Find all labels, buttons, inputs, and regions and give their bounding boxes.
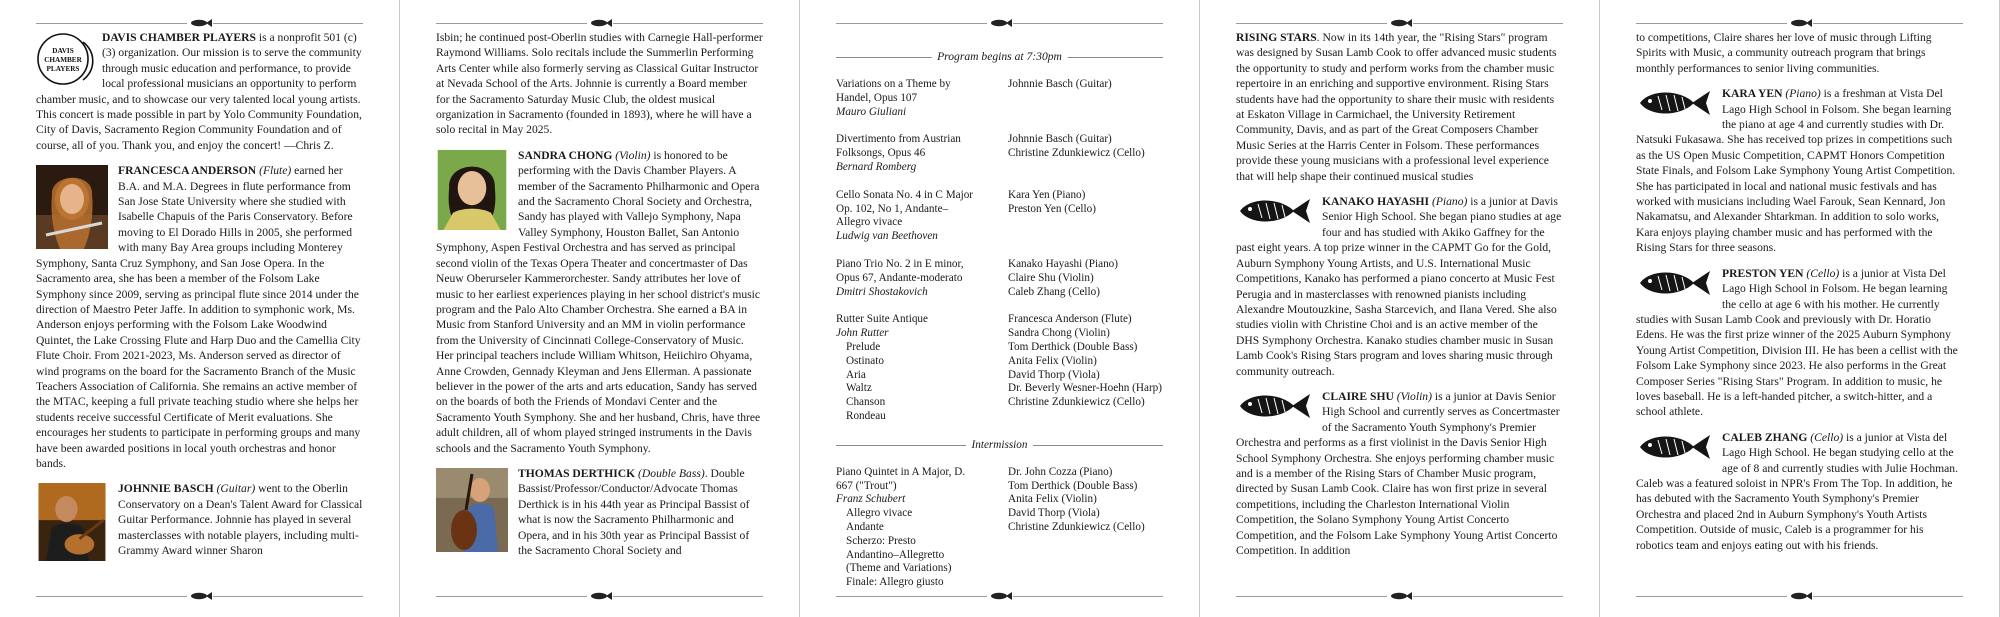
program-item [836, 466, 1163, 590]
bio-role: (Violin) [612, 148, 651, 162]
work-title-line: Opus 67, Andante-moderato [836, 271, 963, 284]
bio-kara-yen [1636, 86, 1963, 255]
fish-icon [1236, 194, 1312, 228]
program-work [836, 78, 1008, 119]
fish-ornament-icon [1387, 18, 1413, 28]
movement: Chanson [846, 396, 886, 409]
bio-name: CLAIRE SHU [1322, 389, 1394, 403]
composer-name: Mauro Giuliani [836, 105, 907, 118]
program-work [836, 133, 1008, 174]
performer: Anita Felix (Violin) [1008, 354, 1097, 367]
work-title-line: Op. 102, No 1, Andante– [836, 202, 949, 215]
bio-continuation: to competitions, Claire shares her love of music through Lifting Spirits with Music, a community outreach program that brings monthly performances to senior living communities. [1636, 31, 1932, 75]
work-title-line: Handel, Opus 107 [836, 91, 918, 104]
bio-preston-yen [1636, 266, 1963, 420]
page-3-program [800, 0, 1200, 617]
movement: (Theme and Variations) [846, 562, 952, 575]
davis-chamber-players-logo [36, 30, 94, 88]
program-heading [836, 50, 1163, 64]
intermission-divider [836, 438, 1163, 452]
bio-role: (Cello) [1803, 266, 1840, 280]
work-title-line: Allegro vivace [836, 216, 903, 229]
bio-sandra-chong [436, 148, 763, 456]
program-work [836, 313, 1008, 423]
fish-icon [1636, 86, 1712, 120]
fish-icon [1636, 266, 1712, 300]
bio-role: (Guitar) [213, 482, 256, 496]
movement: Aria [846, 368, 866, 381]
top-rule [836, 18, 1163, 28]
program-item [836, 313, 1163, 423]
movement: Ostinato [846, 354, 884, 367]
program-work [836, 189, 1008, 244]
page-4-content [1236, 30, 1563, 585]
work-title-line: 667 ("Trout") [836, 479, 897, 492]
performer: Claire Shu (Violin) [1008, 271, 1094, 284]
bio-claire-shu [1236, 389, 1563, 558]
program-first-half [836, 78, 1163, 424]
bio-role: (Violin) [1393, 389, 1432, 403]
bio-kanako-hayashi [1236, 194, 1563, 379]
bottom-rule [36, 591, 363, 601]
movement: Prelude [846, 340, 881, 353]
bio-role: (Cello) [1807, 430, 1844, 444]
work-title-line: Folksongs, Opus 46 [836, 147, 926, 160]
page-5 [1600, 0, 2000, 617]
bio-role: (Double Bass) [635, 466, 705, 480]
work-title-line: Piano Quintet in A Major, D. [836, 465, 966, 478]
composer-name: John Rutter [836, 327, 889, 340]
program-performers [1008, 189, 1163, 244]
performer: Francesca Anderson (Flute) [1008, 313, 1132, 326]
performer: Johnnie Basch (Guitar) [1008, 133, 1112, 146]
program-performers [1008, 313, 1163, 423]
movement: Finale: Allegro giusto [846, 576, 944, 589]
composer-name: Dmitri Shostakovich [836, 285, 928, 298]
work-title-line: Divertimento from Austrian [836, 133, 961, 146]
section-name: RISING STARS [1236, 31, 1317, 44]
johnnie-basch-photo [36, 483, 108, 561]
bio-francesca-anderson [36, 163, 363, 471]
bio-text: went to the Oberlin Conservatory on a Dean's Talent Award for Classical Guitar Performance. Johnnie has played in several masterclasses with notable players, including multi-Grammy Award winner Sharon [118, 482, 363, 557]
fish-icon [1636, 430, 1712, 464]
bio-text: is a junior at Davis Senior High School and currently serves as Concertmaster of the Sacramento Youth Symphony's Premier Orchestra and performs as a first violinist in the Davis Senior High School Symphony Orchestra. She enjoys performing chamber music and is a member of the Rising Stars of Chamber Music program, directed by Susan Lamb Cook. Claire has won first prize in several competitions, including the Charleston International Violin Competition, the Solano Symphony Young Artist Concerto Competition, and the Folsom Lake Symphony Young Artist Concerto Competition. In addition [1236, 389, 1560, 557]
bio-text: is a junior at Vista Del Lago High School in Folsom. He began learning the cello at age 6 with his mother. He currently studies with Susan Lamb Cook and previously with Dr. Horatio Edens. He was the first prize winner of the 2025 Auburn Symphony Young Artist Competition, Division III. He has been a cellist with the Folsom Lake Symphony since 2023. He also performs in the Great Composer Series "Rising Stars" Program. In addition to music, he loves baseball. He is a left-handed pitcher, a switch-hitter, and a school athlete. [1636, 266, 1958, 419]
bio-role: (Piano) [1429, 195, 1468, 209]
performer: Preston Yen (Cello) [1008, 202, 1096, 215]
performer: Kanako Hayashi (Piano) [1008, 257, 1118, 270]
bio-name: KANAKO HAYASHI [1322, 195, 1430, 209]
bio-thomas-derthick [436, 466, 763, 558]
top-rule [436, 18, 763, 28]
rising-stars-paragraph [1236, 30, 1563, 184]
movement: Andantino–Allegretto [846, 548, 945, 561]
fish-icon [1236, 389, 1312, 423]
intro-text: is a nonprofit 501 (c)(3) organization. Our mission is to serve the community through music education and performance, to provide local professional musicians an opportunity to perform chamber music, and to showcase our very talented local young artists. This concert is made possible in part by Yolo Community Foundation, City of Davis, Sacramento Region Community Foundation and of course, all of you. Thank you, and enjoy the concert! —Chris Z. [36, 31, 362, 152]
bio-johnnie-basch [36, 481, 363, 558]
fish-ornament-icon [987, 591, 1013, 601]
bio-text: is a junior at Davis Senior High School. She began piano studies at age four and has studied with Akiko Gaffney for the past eight years. A top prize winner in the CAPMT Go for the Gold, Auburn Symphony Young Artists, and U.S. International Music Competitions, Kanako has performed a piano concerto at Music Fest Perugia and in masterclasses with renowned pianists including Alexandre Moutouzkine, Sasha Starcevich, and Ilana Vered. She also studies violin with Christine Choi and is an active member of the DHS Symphony Orchestra. Kanako studies chamber music in Susan Lamb Cook's Rising Stars program and loves sharing music through community outreach. [1236, 195, 1562, 378]
bio-text: . Double Bassist/Professor/Conductor/Advocate Thomas Derthick is in his 44th year as Principal Bassist of what is now the Sacramento Philharmonic and Opera, and in his 30th year as Principal Bassist of the Sacramento Choral Society and [518, 466, 750, 557]
bio-continuation: Isbin; he continued post-Oberlin studies with Carnegie Hall-performer Raymond Williams. Solo recitals include the Summerlin Performing Arts Center while also formerly serving as Classical Guitar Instructor at Nevada School of the Arts. Johnnie is currently a Board member for the Sacramento Saturday Music Club, the oldest musical organization in Sacramento (founded in 1893), where he will have a solo recital in May 2025. [436, 31, 763, 137]
top-rule [1236, 18, 1563, 28]
bio-role: (Piano) [1782, 87, 1821, 101]
bio-text: earned her B.A. and M.A. Degrees in flute performance from San Jose State University where she studied with Isabelle Chapuis of the Paris Conservatory. Before moving to El Dorado Hills in 2005, she performed with many Bay Area groups including Monterey Symphony, Santa Cruz Symphony, and San Jose Opera. In the Sacramento area, she has been a member of the Folsom Lake Symphony since 2009, serving as principal flute since 2014 under the direction of Maestro Peter Jaffe. In addition to symphonic work, Ms. Anderson enjoys performing with the Folsom Lake Woodwind Quintet, the Lake Crossing Flute and Harp Duo and the Camellia City Flute Choir. From 2021-2023, Ms. Anderson served as director of wind programs on the board for the Sacramento Branch of the Music Teachers Association of California. She remains an active member of the MTAC, keeping a full private teaching studio where she helps her students receive successful Certificate of Merit evaluations. She encourages her students to participate in performing groups and many have been awarded positions in local youth orchestras and honor bands. [36, 164, 361, 470]
program-performers [1008, 258, 1163, 299]
work-title-line: Piano Trio No. 2 in E minor, [836, 257, 964, 270]
bio-text: is a freshman at Vista Del Lago High School in Folsom. She began learning the piano at age 4 and currently studies with Dr. Natsuki Fukasawa. She has received top prizes in competitions such as the US Open Music Competition, CAPMT Honors Competition State Finals, and Folsom Lake Symphony Young Artist Competition. She has participated in local and national music festivals and has worked with musicians including Wael Farouk, Sean Kennard, Jon Nakamatsu, and Alexander Shtarkman. In addition to solo works, Kara enjoys playing chamber music and has performed with the Rising Stars for three seasons. [1636, 87, 1956, 255]
page-1-content [36, 30, 363, 585]
performer: Johnnie Basch (Guitar) [1008, 78, 1112, 90]
performer: Tom Derthick (Double Bass) [1008, 340, 1138, 353]
fish-ornament-icon [587, 591, 613, 601]
bio-text: is honored to be performing with the Davis Chamber Players. A member of the Sacramento Philharmonic and Opera and the Sacramento Choral Society and Orchestra, Sandy has played with Vallejo Symphony, Napa Valley Symphony, Houston Ballet, San Antonio Symphony, Aspen Festival Orchestra and has served as principal second violin of the Texas Opera Theater and concertmaster of Das Neuw Oberurseler Kammerorchester. Sandy attributes her love of music to her earliest experiences playing in her school district's music program and the Palo Alto Chamber Orchestra. She earned a BA in Music from Stanford University and an MM in violin performance from the University of Cincinnati College-Conservatory of Music. Her principal teachers include William Whitson, Heiichiro Ohyama, Anne Crowden, Gennady Kleyman and Jens Ellerman. A passionate believer in the power of the arts and arts education, Sandy has served on the boards of both the Friends of Mondavi Center and the Sacramento Youth Symphony. She and her husband, Chris, have three adult children, all of whom played stringed instruments in the Davis schools and the Sacramento Youth Symphony. [436, 148, 761, 455]
top-rule [1636, 18, 1963, 28]
performer: Kara Yen (Piano) [1008, 188, 1086, 201]
performer: Anita Felix (Violin) [1008, 493, 1097, 506]
bio-name: FRANCESCA ANDERSON [118, 164, 257, 178]
fish-ornament-icon [1787, 18, 1813, 28]
performer: Christine Zdunkiewicz (Cello) [1008, 520, 1145, 533]
bio-text: is a junior at Vista del Lago High School. He began studying cello at the age of 8 and currently studies with Julie Hochman. Caleb was a featured soloist in NPR's From The Top. In addition, he has debuted with the Sacramento Youth Symphony's Premier Orchestra and placed 2nd in Auburn Symphony's Youth Artists Competition. Outside of music, Caleb is a programmer for his robotics team and enjoys eating out with his friends. [1636, 430, 1959, 552]
program-heading-text: Program begins at 7:30pm [931, 50, 1068, 64]
performer: David Thorp (Viola) [1008, 368, 1100, 381]
program-performers [1008, 78, 1163, 119]
program-work [836, 466, 1008, 590]
program-item [836, 133, 1163, 174]
sandra-chong-photo [436, 150, 508, 230]
program-list [836, 78, 1163, 604]
composer-name: Bernard Romberg [836, 160, 917, 173]
page-4 [1200, 0, 1600, 617]
bottom-rule [436, 591, 763, 601]
program-item [836, 258, 1163, 299]
top-rule [36, 18, 363, 28]
fish-ornament-icon [187, 591, 213, 601]
composer-name: Franz Schubert [836, 493, 906, 506]
bottom-rule [1636, 591, 1963, 601]
movement: Allegro vivace [846, 507, 913, 520]
program-item [836, 189, 1163, 244]
performer: Sandra Chong (Violin) [1008, 327, 1110, 340]
page-1 [0, 0, 400, 617]
program-second-half [836, 466, 1163, 590]
performer: Dr. Beverly Wesner-Hoehn (Harp) [1008, 382, 1162, 395]
page-2 [400, 0, 800, 617]
page-5-content [1636, 30, 1963, 585]
program-item [836, 78, 1163, 119]
bio-role: (Flute) [256, 164, 292, 178]
bottom-rule [836, 591, 1163, 601]
bio-caleb-zhang [1636, 430, 1963, 553]
movement: Waltz [846, 382, 872, 395]
svg-text:DAVIS: DAVIS [52, 47, 74, 55]
bottom-rule [1236, 591, 1563, 601]
bio-name: SANDRA CHONG [518, 148, 613, 162]
performer: Tom Derthick (Double Bass) [1008, 479, 1138, 492]
section-text: . Now in its 14th year, the "Rising Stars" program was designed by Susan Lamb Cook to offer advanced music students the opportunity to study and perform works from the chamber music repertoire in an enriching and supportive environment. Rising Stars students have had the opportunity to share their music with residents at Eskaton Village in Carmichael, the University Retirement Community, Davis, and as part of the Great Composers Chamber Music Series at the Harris Center in Folsom. These performances provide these young musicians with a professional level experience that will help shape their continued musical studies [1236, 31, 1557, 183]
thomas-derthick-photo [436, 468, 508, 552]
intro-paragraph [36, 30, 363, 153]
bio-name: THOMAS DERTHICK [518, 466, 636, 480]
svg-text:CHAMBER: CHAMBER [44, 56, 82, 64]
fish-ornament-icon [1787, 591, 1813, 601]
work-title-line: Variations on a Theme by [836, 78, 951, 90]
program-performers [1008, 466, 1163, 590]
fish-ornament-icon [987, 18, 1013, 28]
movement: Andante [846, 520, 884, 533]
performer: Christine Zdunkiewicz (Cello) [1008, 396, 1145, 409]
fish-ornament-icon [187, 18, 213, 28]
movement: Rondeau [846, 409, 886, 422]
bio-name: KARA YEN [1722, 87, 1783, 101]
fish-ornament-icon [587, 18, 613, 28]
program-work [836, 258, 1008, 299]
work-title-line: Cello Sonata No. 4 in C Major [836, 188, 974, 201]
intermission-label: Intermission [966, 438, 1034, 452]
bio-name: CALEB ZHANG [1722, 430, 1808, 444]
page-2-content [436, 30, 763, 585]
work-title-line: Rutter Suite Antique [836, 313, 928, 326]
performer: David Thorp (Viola) [1008, 507, 1100, 520]
performer: Dr. John Cozza (Piano) [1008, 465, 1113, 478]
bio-name: JOHNNIE BASCH [118, 482, 214, 496]
francesca-anderson-photo [36, 165, 108, 249]
composer-name: Ludwig van Beethoven [836, 230, 938, 243]
program-performers [1008, 133, 1163, 174]
svg-text:PLAYERS: PLAYERS [46, 65, 80, 73]
performer: Caleb Zhang (Cello) [1008, 285, 1100, 298]
bio-name: PRESTON YEN [1722, 266, 1804, 280]
performer: Christine Zdunkiewicz (Cello) [1008, 147, 1145, 160]
org-name: DAVIS CHAMBER PLAYERS [102, 31, 256, 44]
movement: Scherzo: Presto [846, 534, 916, 547]
fish-ornament-icon [1387, 591, 1413, 601]
